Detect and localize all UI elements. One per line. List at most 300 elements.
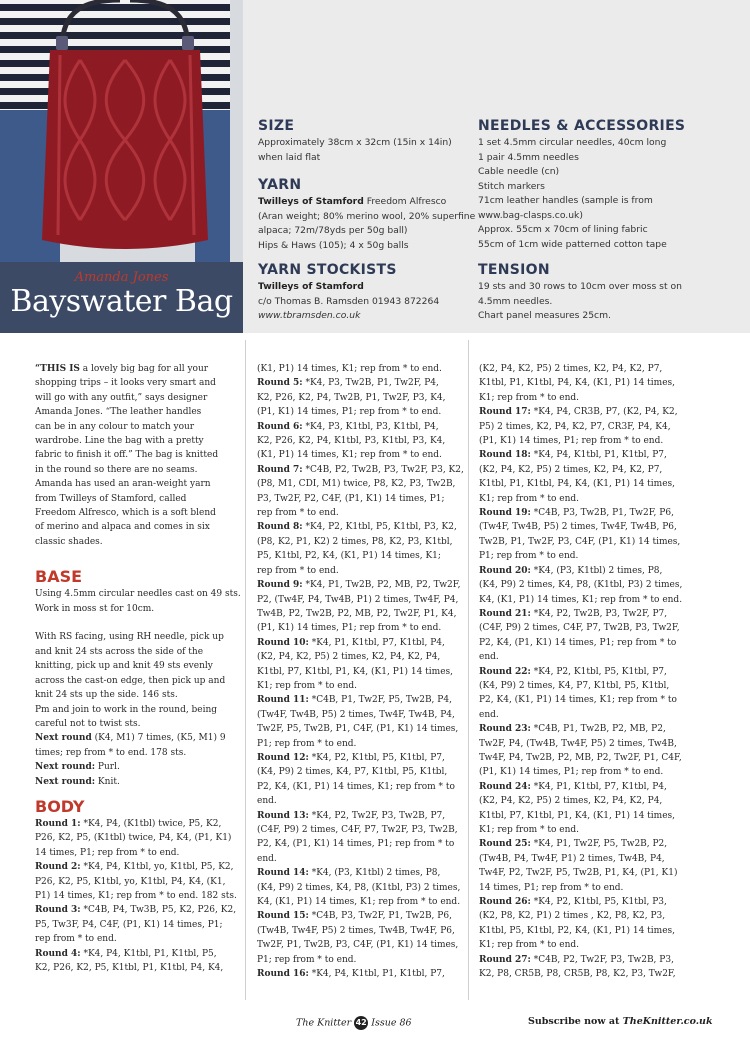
tension-line: 19 sts and 30 rows to 10cm over moss st on bbox=[478, 281, 682, 292]
round-text: end. bbox=[257, 796, 277, 807]
round-text: *C4B, P4, Tw3B, P5, K2, P26, K2, bbox=[80, 905, 237, 916]
round-line bbox=[257, 895, 465, 909]
round-text: Tw2F, P5, Tw2B, P1, C4F, (P1, K1) 14 times, bbox=[257, 724, 459, 735]
round-label: Round 18: bbox=[479, 450, 531, 461]
stockist-brand-text: Twilleys of Stamford bbox=[258, 281, 364, 292]
needles-line: 1 set 4.5mm circular needles, 40cm long bbox=[478, 137, 667, 148]
round-label: Round 13: bbox=[257, 810, 309, 821]
round-text: *C4B, P2, Tw2F, P3, Tw2B, P3, bbox=[530, 954, 674, 965]
round-label: Round 15: bbox=[257, 911, 309, 922]
round-line bbox=[479, 636, 694, 650]
round-label: Round 20: bbox=[479, 565, 531, 576]
round-line bbox=[257, 549, 465, 563]
round-text: *K4, P2, K1tbl, P5, K1tbl, P7, bbox=[308, 752, 445, 763]
next-round-label: Next round bbox=[35, 733, 92, 744]
round-label: Round 2: bbox=[35, 862, 81, 873]
round-text: *K4, P3, K1tbl, P3, K1tbl, P4, bbox=[302, 421, 439, 432]
round-text: *C4B, P3, Tw2F, P1, Tw2B, P6, bbox=[308, 911, 452, 922]
intro-line: fabric to finish it off.” The bag is knitted bbox=[35, 450, 219, 461]
round-text: (C4F, P9) 2 times, C4F, P7, Tw2B, P3, Tw2F, bbox=[479, 623, 680, 634]
stockist-website[interactable]: www.tbramsden.co.uk bbox=[258, 310, 361, 321]
round-line bbox=[35, 961, 240, 975]
body-rounds bbox=[479, 362, 694, 981]
round-text: *K4, (P3, K1tbl) 2 times, P8, bbox=[308, 868, 441, 879]
intro-line: a lovely big bag for all your bbox=[79, 364, 209, 374]
round-line bbox=[479, 665, 694, 679]
round-line bbox=[35, 831, 240, 845]
round-label: Round 11: bbox=[257, 695, 309, 706]
yarn-heading: YARN bbox=[258, 177, 302, 193]
round-line bbox=[479, 362, 694, 376]
round-text: K4, (K1, P1) 14 times, K1; rep from * to end. bbox=[257, 897, 461, 908]
round-line bbox=[479, 434, 694, 448]
base-line: Work in moss st for 10cm. bbox=[35, 603, 155, 614]
round-text: P2, K4, (P1, K1) 14 times, P1; rep from * to bbox=[479, 637, 677, 648]
round-text: *K4, P4, K1tbl, P1, K1tbl, P7, bbox=[530, 450, 667, 461]
round-text: K1tbl, P1, K1tbl, P4, K4, (K1, P1) 14 times, bbox=[479, 378, 676, 389]
base-line-text: Knit. bbox=[95, 776, 120, 787]
round-text: Tw2F, P4, (Tw4B, Tw4F, P5) 2 times, Tw4B, bbox=[479, 738, 677, 749]
column-3 bbox=[479, 362, 694, 981]
round-text: (K2, P4, K2, P5) 2 times, K2, P4, K2, P7, bbox=[479, 464, 663, 475]
tension-line: Chart panel measures 25cm. bbox=[478, 310, 611, 321]
yarn-line: alpaca; 72m/78yds per 50g ball) bbox=[258, 225, 408, 236]
round-line bbox=[35, 889, 240, 903]
next-round-label: Next round: bbox=[35, 762, 96, 773]
round-label: Round 16: bbox=[257, 969, 309, 980]
stockist-line: c/o Thomas B. Ramsden 01943 872264 bbox=[258, 295, 440, 307]
round-line bbox=[479, 953, 694, 967]
round-text: (K4, P9) 2 times, K4, P7, K1tbl, P5, K1tbl, bbox=[479, 680, 670, 691]
round-line bbox=[257, 924, 465, 938]
round-line bbox=[257, 362, 465, 376]
needles-section bbox=[478, 118, 743, 252]
base-line bbox=[35, 616, 240, 630]
base-line-text: Purl. bbox=[95, 762, 120, 773]
round-label: Round 10: bbox=[257, 637, 309, 648]
round-label: Round 1: bbox=[35, 818, 81, 829]
round-text: P1; rep from * to end. bbox=[257, 738, 357, 749]
round-line bbox=[479, 405, 694, 419]
round-line bbox=[35, 817, 240, 831]
round-line bbox=[35, 875, 240, 889]
round-line bbox=[479, 391, 694, 405]
intro-lead: “THIS IS bbox=[35, 364, 80, 374]
round-line bbox=[479, 866, 694, 880]
round-line bbox=[35, 846, 240, 860]
round-text: K2, P26, K2, P5, K1tbl, P1, K1tbl, P4, K4, bbox=[35, 963, 224, 974]
round-text: *K4, P2, K1tbl, P5, K1tbl, P3, K2, bbox=[302, 522, 457, 533]
round-text: *K4, P1, Tw2B, P2, MB, P2, Tw2F, bbox=[302, 580, 461, 591]
intro-line: from Twilleys of Stamford, called bbox=[35, 493, 187, 504]
footer-magazine bbox=[296, 1016, 412, 1030]
round-line bbox=[257, 665, 465, 679]
round-text: P3, Tw2F, P2, C4F, (P1, K1) 14 times, P1; bbox=[257, 493, 445, 504]
round-text: K1tbl, P7, K1tbl, P1, K4, (K1, P1) 14 times, bbox=[479, 810, 676, 821]
round-text: end. bbox=[479, 652, 499, 663]
yarn-section bbox=[258, 177, 476, 253]
round-label: Round 25: bbox=[479, 839, 531, 850]
size-section bbox=[258, 118, 468, 165]
round-line bbox=[35, 860, 240, 874]
round-label: Round 19: bbox=[479, 508, 531, 519]
round-line bbox=[479, 564, 694, 578]
round-text: *K4, P4, K1tbl, P1, K1tbl, P7, bbox=[308, 969, 445, 980]
round-label: Round 9: bbox=[257, 580, 303, 591]
round-text: (P1, K1) 14 times, P1; rep from * to end. bbox=[257, 623, 442, 634]
tension-heading: TENSION bbox=[478, 262, 550, 278]
round-label: Round 6: bbox=[257, 421, 303, 432]
round-text: K1tbl, P1, K1tbl, P4, K4, (K1, P1) 14 times, bbox=[479, 479, 676, 490]
round-text: P2, (Tw4F, P4, Tw4B, P1) 2 times, Tw4F, P4, bbox=[257, 594, 459, 605]
round-label: Round 23: bbox=[479, 724, 531, 735]
body-heading: BODY bbox=[35, 796, 85, 816]
round-line bbox=[479, 578, 694, 592]
round-line bbox=[257, 953, 465, 967]
round-line bbox=[257, 636, 465, 650]
round-text: (K2, P4, K2, P5) 2 times, K2, P4, K2, P4, bbox=[479, 796, 663, 807]
base-line bbox=[35, 731, 240, 745]
round-line bbox=[257, 492, 465, 506]
round-text: K1; rep from * to end. bbox=[479, 825, 580, 835]
round-line bbox=[479, 967, 694, 981]
intro-line: shopping trips – it looks very smart and bbox=[35, 378, 216, 389]
round-line bbox=[257, 837, 465, 851]
round-line bbox=[479, 420, 694, 434]
intro-line: Freedom Alfresco, which is a soft blend bbox=[35, 508, 216, 519]
round-line bbox=[257, 881, 465, 895]
footer-subscribe bbox=[528, 1016, 713, 1027]
round-label: Round 8: bbox=[257, 522, 303, 533]
intro-line: will go with any outfit,” says designer bbox=[35, 392, 208, 403]
round-line bbox=[479, 376, 694, 390]
round-line bbox=[257, 737, 465, 751]
round-line bbox=[257, 434, 465, 448]
intro-line: wardrobe. Line the bag with a pretty bbox=[35, 436, 204, 447]
round-text: *K4, P2, K1tbl, P5, K1tbl, P7, bbox=[530, 666, 667, 677]
round-text: *C4B, P3, Tw2B, P1, Tw2F, P6, bbox=[530, 508, 674, 519]
round-label: Round 4: bbox=[35, 948, 81, 959]
round-line bbox=[35, 947, 240, 961]
round-text: P2, K4, (K1, P1) 14 times, K1; rep from * to bbox=[257, 781, 455, 792]
round-line bbox=[257, 765, 465, 779]
size-line: when laid flat bbox=[258, 151, 321, 163]
needles-heading: NEEDLES & ACCESSORIES bbox=[478, 118, 686, 134]
round-text: *K4, P2, Tw2F, P3, Tw2B, P7, bbox=[308, 810, 446, 821]
round-text: P1; rep from * to end. bbox=[257, 954, 357, 965]
round-text: K1; rep from * to end. bbox=[257, 680, 358, 691]
round-text: P2, K4, (K1, P1) 14 times, K1; rep from * to bbox=[479, 695, 677, 706]
round-line bbox=[479, 708, 694, 722]
next-round-label: Next round: bbox=[35, 776, 96, 787]
needles-line: 71cm leather handles (sample is from bbox=[478, 195, 653, 206]
round-text: rep from * to end. bbox=[257, 508, 339, 519]
round-line bbox=[257, 650, 465, 664]
round-text: P26, K2, P5, K1tbl, yo, K1tbl, P4, K4, (K1, bbox=[35, 876, 226, 887]
round-text: end. bbox=[257, 853, 277, 864]
round-text: rep from * to end. bbox=[257, 565, 339, 576]
round-text: Tw4B, P2, Tw2B, P2, MB, P2, Tw2F, P1, K4, bbox=[257, 608, 457, 619]
base-line: knitting, pick up and knit 49 sts evenly bbox=[35, 661, 213, 672]
needles-line: www.bag-clasps.co.uk) bbox=[478, 209, 583, 221]
round-label: Round 12: bbox=[257, 752, 309, 763]
column-2 bbox=[257, 362, 465, 981]
base-line: With RS facing, using RH needle, pick up bbox=[35, 632, 224, 643]
intro-line: Amanda has used an aran-weight yarn bbox=[35, 479, 211, 490]
round-line bbox=[479, 621, 694, 635]
round-line bbox=[257, 809, 465, 823]
round-line bbox=[479, 895, 694, 909]
round-line bbox=[257, 463, 465, 477]
round-line bbox=[479, 737, 694, 751]
round-text: 14 times, P1; rep from * to end. bbox=[479, 882, 624, 893]
round-text: rep from * to end. bbox=[35, 934, 117, 945]
body-rounds bbox=[35, 817, 240, 975]
round-text: (K2, P8, K2, P1) 2 times , K2, P8, K2, P3, bbox=[479, 911, 666, 922]
round-line bbox=[479, 549, 694, 563]
round-label: Round 22: bbox=[479, 666, 531, 677]
page-number: 42 bbox=[354, 1016, 368, 1030]
stockists-heading: YARN STOCKISTS bbox=[258, 262, 397, 278]
stockist-brand bbox=[258, 280, 473, 295]
round-label: Round 7: bbox=[257, 464, 303, 475]
round-line bbox=[479, 794, 694, 808]
round-line bbox=[257, 693, 465, 707]
round-text: (K4, P9) 2 times, K4, P8, (K1tbl, P3) 2 times, bbox=[257, 882, 461, 893]
base-line bbox=[35, 775, 240, 789]
round-text: (Tw4B, Tw4F, P5) 2 times, Tw4B, Tw4F, P6, bbox=[257, 925, 455, 936]
yarn-line: (Aran weight; 80% merino wool, 20% superfine bbox=[258, 210, 476, 222]
yarn-name: Freedom Alfresco bbox=[363, 196, 447, 207]
round-text: K1; rep from * to end. bbox=[479, 493, 580, 504]
round-label: Round 26: bbox=[479, 897, 531, 908]
column-divider bbox=[245, 340, 246, 1000]
tension-section bbox=[478, 262, 743, 324]
base-line: careful not to twist sts. bbox=[35, 718, 141, 729]
column-divider bbox=[468, 340, 469, 1000]
round-line bbox=[479, 650, 694, 664]
round-line bbox=[257, 621, 465, 635]
round-line bbox=[257, 607, 465, 621]
round-line bbox=[257, 852, 465, 866]
needles-line: Stitch markers bbox=[478, 180, 545, 192]
round-text: Tw2B, P1, Tw2F, P3, C4F, (P1, K1) 14 times, bbox=[479, 536, 681, 547]
round-line bbox=[257, 679, 465, 693]
round-text: K1tbl, P5, K1tbl, P2, K4, (K1, P1) 14 times, bbox=[479, 925, 676, 936]
round-text: K1; rep from * to end. bbox=[479, 392, 580, 403]
designer-name: Amanda Jones bbox=[74, 270, 169, 285]
round-text: (P1, K1) 14 times, P1; rep from * to end. bbox=[479, 436, 664, 447]
round-line bbox=[479, 924, 694, 938]
intro-line: classic shades. bbox=[35, 536, 103, 547]
bag-photo bbox=[0, 0, 243, 262]
yarn-line: Hips & Haws (105); 4 x 50g balls bbox=[258, 239, 409, 251]
round-line bbox=[479, 852, 694, 866]
round-text: K4, (K1, P1) 14 times, K1; rep from * to end. bbox=[479, 594, 683, 605]
intro-line: can be in any colour to match your bbox=[35, 421, 195, 432]
round-line bbox=[479, 477, 694, 491]
round-line bbox=[479, 506, 694, 520]
base-line: and knit 24 sts across the side of the bbox=[35, 646, 204, 657]
round-label: Round 21: bbox=[479, 608, 531, 619]
base-heading: BASE bbox=[35, 567, 83, 587]
round-line bbox=[257, 578, 465, 592]
round-text: *K4, P2, Tw2B, P3, Tw2F, P7, bbox=[530, 608, 668, 619]
base-line: knit 24 sts up the side. 146 sts. bbox=[35, 690, 178, 701]
round-label: Round 5: bbox=[257, 378, 303, 389]
base-line: times; rep from * to end. 178 sts. bbox=[35, 747, 187, 758]
needles-line: Approx. 55cm x 70cm of lining fabric bbox=[478, 224, 648, 235]
round-line bbox=[479, 492, 694, 506]
round-text: *K4, P1, K1tbl, P7, K1tbl, P4, bbox=[530, 781, 667, 792]
round-text: K2, P26, K2, P4, Tw2B, P1, Tw2F, P3, K4, bbox=[257, 392, 446, 403]
round-text: (Tw4B, P4, Tw4F, P1) 2 times, Tw4B, P4, bbox=[479, 853, 665, 864]
round-line bbox=[257, 420, 465, 434]
round-line bbox=[479, 535, 694, 549]
round-line bbox=[479, 837, 694, 851]
round-label: Round 24: bbox=[479, 781, 531, 792]
round-text: *K4, P4, CR3B, P7, (K2, P4, K2, bbox=[530, 407, 678, 418]
round-line bbox=[257, 520, 465, 534]
tension-line: 4.5mm needles. bbox=[478, 295, 553, 307]
base-line: Pm and join to work in the round, being bbox=[35, 704, 218, 715]
round-text: (K4, P9) 2 times, K4, P7, K1tbl, P5, K1tbl, bbox=[257, 767, 448, 778]
round-text: P5, K1tbl, P2, K4, (K1, P1) 14 times, K1; bbox=[257, 551, 441, 562]
round-line bbox=[257, 909, 465, 923]
base-text bbox=[35, 587, 240, 789]
round-text: (K2, P4, K2, P5) 2 times, K2, P4, K2, P4, bbox=[257, 652, 441, 663]
intro-line: of merino and alpaca and comes in six bbox=[35, 522, 210, 533]
round-text: Tw2F, P1, Tw2B, P3, C4F, (P1, K1) 14 times, bbox=[257, 940, 459, 951]
round-text: *K4, P2, K1tbl, P5, K1tbl, P3, bbox=[530, 897, 667, 908]
round-text: K1tbl, P7, K1tbl, P1, K4, (K1, P1) 14 times, bbox=[257, 666, 454, 677]
round-line bbox=[257, 564, 465, 578]
round-line bbox=[257, 751, 465, 765]
round-text: (K1, P1) 14 times, K1; rep from * to end. bbox=[257, 364, 442, 374]
round-text: P2, K4, (P1, K1) 14 times, P1; rep from * to bbox=[257, 839, 455, 850]
round-line bbox=[257, 794, 465, 808]
round-line bbox=[257, 938, 465, 952]
round-text: P1) 14 times, K1; rep from * to end. 182 sts. bbox=[35, 890, 237, 901]
base-line bbox=[35, 760, 240, 774]
round-text: P5, Tw3F, P4, C4F, (P1, K1) 14 times, P1; bbox=[35, 919, 223, 930]
round-line bbox=[479, 780, 694, 794]
round-line bbox=[257, 967, 465, 981]
needles-line: 1 pair 4.5mm needles bbox=[478, 151, 579, 163]
round-text: *K4, (P3, K1tbl) 2 times, P8, bbox=[530, 565, 663, 576]
round-text: *K4, P4, K1tbl, yo, K1tbl, P5, K2, bbox=[80, 862, 234, 873]
round-text: Tw4F, P4, Tw2B, P2, MB, P2, Tw2F, P1, C4F, bbox=[479, 752, 682, 763]
round-text: Tw4F, P2, Tw2F, P5, Tw2B, P1, K4, (P1, K1) bbox=[479, 868, 678, 879]
round-text: *K4, P4, K1tbl, P1, K1tbl, P5, bbox=[80, 948, 217, 959]
subscribe-text: Subscribe now at bbox=[528, 1016, 623, 1027]
round-line bbox=[257, 506, 465, 520]
round-text: (K1, P1) 14 times, K1; rep from * to end. bbox=[257, 450, 442, 461]
round-line bbox=[257, 722, 465, 736]
round-line bbox=[35, 918, 240, 932]
round-text: (Tw4F, Tw4B, P5) 2 times, Tw4F, Tw4B, P6, bbox=[479, 522, 677, 533]
round-line bbox=[479, 809, 694, 823]
base-line: across the cast-on edge, then pick up and bbox=[35, 675, 226, 686]
round-line bbox=[479, 693, 694, 707]
round-text: *K4, P4, (K1tbl) twice, P5, K2, bbox=[80, 818, 222, 829]
round-text: K2, P26, K2, P4, K1tbl, P3, K1tbl, P3, K4, bbox=[257, 436, 446, 447]
yarn-brand: Twilleys of Stamford bbox=[258, 196, 364, 207]
round-text: (K4, P9) 2 times, K4, P8, (K1tbl, P3) 2 times, bbox=[479, 580, 683, 591]
subscribe-link[interactable]: TheKnitter.co.uk bbox=[622, 1016, 713, 1027]
round-text: (P8, K2, P1, K2) 2 times, P8, K2, P3, K1tbl, bbox=[257, 536, 453, 547]
yarn-line bbox=[258, 195, 473, 210]
stockists-section bbox=[258, 262, 473, 324]
round-text: (P1, K1) 14 times, P1; rep from * to end. bbox=[257, 407, 442, 418]
round-line bbox=[257, 866, 465, 880]
round-text: *K4, P1, Tw2F, P5, Tw2B, P2, bbox=[530, 839, 668, 850]
round-line bbox=[479, 909, 694, 923]
round-line bbox=[479, 751, 694, 765]
round-label: Round 14: bbox=[257, 868, 309, 879]
round-line bbox=[479, 765, 694, 779]
round-label: Round 3: bbox=[35, 905, 81, 916]
round-text: (P1, K1) 14 times, P1; rep from * to end. bbox=[479, 767, 664, 778]
round-text: *C4B, P1, Tw2F, P5, Tw2B, P4, bbox=[308, 695, 452, 706]
size-line: Approximately 38cm x 32cm (15in x 14in) bbox=[258, 137, 452, 148]
round-line bbox=[479, 463, 694, 477]
round-line bbox=[479, 823, 694, 837]
round-line bbox=[257, 780, 465, 794]
round-line bbox=[479, 679, 694, 693]
body-rounds bbox=[257, 362, 465, 981]
round-line bbox=[35, 932, 240, 946]
round-line bbox=[257, 448, 465, 462]
round-line bbox=[479, 722, 694, 736]
round-line bbox=[257, 535, 465, 549]
round-line bbox=[479, 881, 694, 895]
column-1 bbox=[35, 362, 240, 975]
round-line bbox=[257, 708, 465, 722]
round-line bbox=[257, 376, 465, 390]
round-text: P1; rep from * to end. bbox=[479, 551, 579, 562]
round-line bbox=[35, 903, 240, 917]
base-line-text: (K4, M1) 7 times, (K5, M1) 9 bbox=[91, 733, 226, 744]
intro-line: in the round so there are no seams. bbox=[35, 464, 198, 475]
round-text: end. bbox=[479, 709, 499, 720]
round-line bbox=[257, 823, 465, 837]
round-label: Round 27: bbox=[479, 954, 531, 965]
round-line bbox=[479, 448, 694, 462]
needles-line: 55cm of 1cm wide patterned cotton tape bbox=[478, 238, 667, 250]
round-line bbox=[257, 391, 465, 405]
round-label: Round 17: bbox=[479, 407, 531, 418]
round-text: *K4, P1, K1tbl, P7, K1tbl, P4, bbox=[308, 637, 445, 648]
intro-text bbox=[35, 362, 240, 549]
round-line bbox=[257, 477, 465, 491]
round-line bbox=[257, 405, 465, 419]
intro-line: Amanda Jones. “The leather handles bbox=[35, 407, 202, 418]
round-text: (Tw4F, Tw4B, P5) 2 times, Tw4F, Tw4B, P4, bbox=[257, 709, 455, 720]
base-line: Using 4.5mm circular needles cast on 49 sts. bbox=[35, 589, 241, 600]
round-text: *K4, P3, Tw2B, P1, Tw2F, P4, bbox=[302, 378, 439, 389]
issue-number: Issue 86 bbox=[371, 1017, 412, 1029]
round-line bbox=[479, 938, 694, 952]
round-text: *C4B, P2, Tw2B, P3, Tw2F, P3, K2, bbox=[302, 464, 464, 475]
round-text: (C4F, P9) 2 times, C4F, P7, Tw2F, P3, Tw2B, bbox=[257, 825, 458, 835]
round-text: P26, K2, P5, (K1tbl) twice, P4, K4, (P1, K1) bbox=[35, 833, 232, 844]
round-line bbox=[479, 607, 694, 621]
bag-photo-illustration bbox=[0, 0, 243, 262]
round-text: (K2, P4, K2, P5) 2 times, K2, P4, K2, P7, bbox=[479, 364, 663, 374]
round-text: 14 times, P1; rep from * to end. bbox=[35, 847, 180, 858]
round-text: K2, P8, CR5B, P8, CR5B, P8, K2, P3, Tw2F, bbox=[479, 969, 676, 980]
